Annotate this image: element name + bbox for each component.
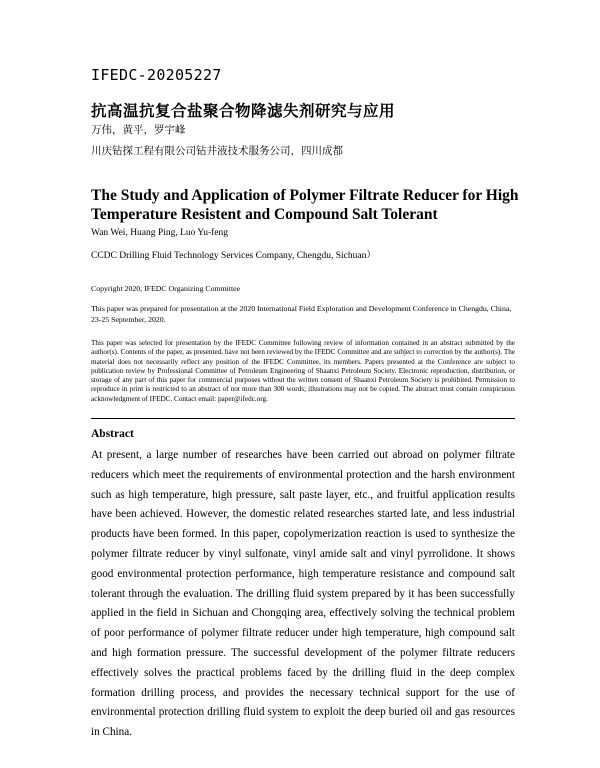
presentation-note: This paper was prepared for presentation at the 2020 International Field Exploration and Development Conference in Chengdu, China, 23-25 September, 2020. <box>91 304 512 324</box>
paper-id: IFEDC-20205227 <box>91 66 222 84</box>
english-title: The Study and Application of Polymer Filtrate Reducer for High Temperature Resistent and Compound Salt Tolerant <box>91 187 519 223</box>
english-affiliation: CCDC Drilling Fluid Technology Services Company, Chengdu, Sichuan） <box>91 251 376 261</box>
chinese-authors: 万伟，黄平，罗宇峰 <box>91 124 186 136</box>
abstract-heading: Abstract <box>91 428 134 440</box>
chinese-affiliation: 川庆钻探工程有限公司钻井液技术服务公司，四川成都 <box>91 145 343 157</box>
abstract-body: At present, a large number of researches have been carried out abroad on polymer filtrate reducers which meet the requirements of environmental protection and the harsh environment such as high temperature, high pressure, salt paste layer, etc., and fruitful application results have been achieved. However, the domestic related researches started late, and less industrial products have been formed. In this paper, copolymerization reaction is used to synthesize the polymer filtrate reducer by vinyl sulfonate, vinyl amide salt and vinyl pyrrolidone. It shows good environmental protection performance, high temperature resistance and compound salt tolerant through the evaluation. The drilling fluid system prepared by it has been successfully applied in the field in Sichuan and Chongqing area, effectively solving the technical problem of poor performance of polymer filtrate reducer under high temperature, high compound salt and high formation pressure. The successful development of the polymer filtrate reducers effectively solves the practical problems faced by the drilling fluid in the deep complex formation drilling process, and provides the necessary technical support for the use of environmental protection drilling fluid system to exploit the deep buried oil and gas resources in China. <box>91 449 515 739</box>
section-divider <box>91 418 515 419</box>
review-notice: This paper was selected for presentation by the IFEDC Committee following review of information contained in an abstract submitted by the author(s). Contents of the paper, as presented, have not been reviewed by the IFEDC Committee and are subject to correction by the author(s). The material does not necessarily reflect any position of the IFEDC Committee, its members. Papers presented at the Conference are subject to publication review by Professional Committee of Petroleum Engineering of Shaanxi Petroleum Society. Electronic reproduction, distribution, or storage of any part of this paper for commercial purposes without the written consent of Shaanxi Petroleum Society is prohibited. Permission to reproduce in print is restricted to an abstract of not more than 300 words; illustrations may not be copied. The abstract must contain conspicuous acknowledgment of IFEDC. Contact email: paper@ifedc.org. <box>91 339 515 403</box>
english-authors: Wan Wei, Huang Ping, Luo Yu-feng <box>91 228 228 238</box>
copyright-notice: Copyright 2020, IFEDC Organizing Committee <box>91 284 241 293</box>
chinese-title: 抗高温抗复合盐聚合物降滤失剂研究与应用 <box>91 102 396 120</box>
